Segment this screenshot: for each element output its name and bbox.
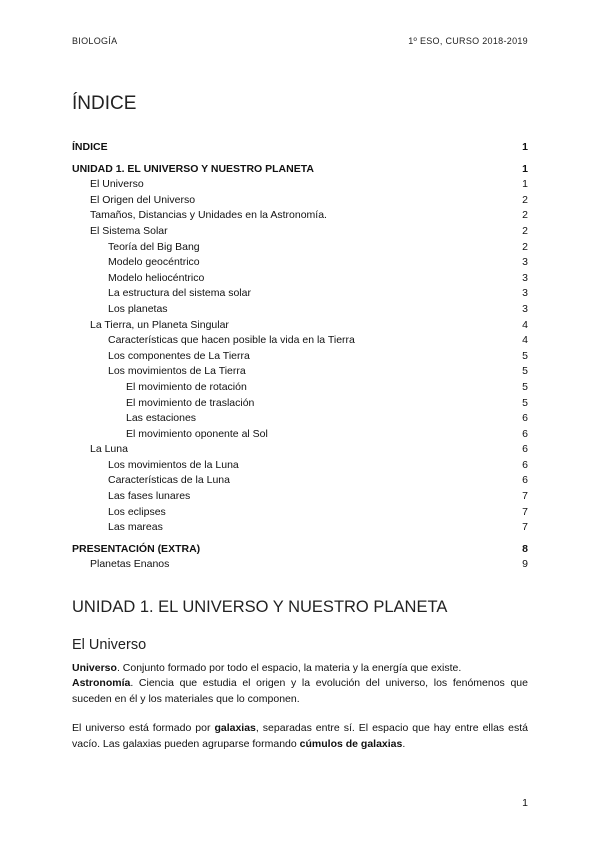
definition-universo xyxy=(72,661,528,677)
toc-entry[interactable] xyxy=(72,349,528,365)
toc-heading: ÍNDICE xyxy=(72,93,137,114)
toc-entry-label: Los movimientos de la Luna xyxy=(108,458,239,471)
toc-entry-label: El movimiento de traslación xyxy=(126,396,255,409)
toc-entry-label: El Universo xyxy=(90,178,144,191)
toc-entry-page: 5 xyxy=(522,365,528,378)
table-of-contents xyxy=(72,140,528,573)
section-heading: El Universo xyxy=(72,637,147,653)
header-course: 1º ESO, CURSO 2018-2019 xyxy=(408,36,528,46)
paragraph-text: El universo está formado por xyxy=(72,722,215,734)
toc-entry-page: 6 xyxy=(522,458,528,471)
toc-entry-label: El Sistema Solar xyxy=(90,224,168,237)
toc-entry[interactable] xyxy=(72,271,528,287)
toc-entry-page: 6 xyxy=(522,443,528,456)
paragraph-text: , separadas entre sí. El espacio que hay entre ellas está vacío. Las galaxias pueden agruparse formando xyxy=(72,722,528,750)
toc-entry-page: 1 xyxy=(522,141,528,153)
term-astronomia: Astronomía xyxy=(72,677,131,689)
toc-entry-page: 7 xyxy=(522,490,528,503)
toc-entry-label: Teoría del Big Bang xyxy=(108,240,200,253)
toc-entry[interactable] xyxy=(72,458,528,474)
toc-entry[interactable] xyxy=(72,542,528,558)
toc-entry-label: Tamaños, Distancias y Unidades en la Astronomía. xyxy=(90,209,327,222)
toc-entry-label: El movimiento de rotación xyxy=(126,380,247,393)
toc-entry-page: 5 xyxy=(522,380,528,393)
toc-entry-page: 2 xyxy=(522,209,528,222)
toc-entry[interactable] xyxy=(72,255,528,271)
toc-entry-label: El movimiento oponente al Sol xyxy=(126,427,268,440)
term-galaxias: galaxias xyxy=(214,722,256,734)
toc-entry[interactable] xyxy=(72,286,528,302)
toc-entry[interactable] xyxy=(72,411,528,427)
toc-entry[interactable] xyxy=(72,380,528,396)
toc-entry-label: La Luna xyxy=(90,443,128,456)
toc-entry[interactable] xyxy=(72,162,528,178)
toc-entry[interactable] xyxy=(72,224,528,240)
toc-entry-label: Características que hacen posible la vida en la Tierra xyxy=(108,334,355,347)
toc-entry-page: 2 xyxy=(522,240,528,253)
header-subject: BIOLOGÍA xyxy=(72,36,118,46)
toc-entry[interactable] xyxy=(72,140,528,156)
toc-entry-label: Modelo heliocéntrico xyxy=(108,271,205,284)
toc-entry-page: 8 xyxy=(522,542,528,555)
toc-entry[interactable] xyxy=(72,557,528,573)
toc-entry[interactable] xyxy=(72,240,528,256)
toc-entry[interactable] xyxy=(72,505,528,521)
toc-entry-page: 1 xyxy=(522,178,528,191)
toc-entry[interactable] xyxy=(72,177,528,193)
toc-entry-page: 3 xyxy=(522,302,528,315)
toc-entry-page: 4 xyxy=(522,334,528,347)
definition-astronomia xyxy=(72,676,528,707)
toc-entry[interactable] xyxy=(72,489,528,505)
toc-entry-label: Las mareas xyxy=(108,521,163,534)
toc-entry-label: El Origen del Universo xyxy=(90,193,196,206)
toc-entry[interactable] xyxy=(72,427,528,443)
toc-entry-label: Modelo geocéntrico xyxy=(108,256,200,269)
toc-entry[interactable] xyxy=(72,473,528,489)
toc-entry-page: 3 xyxy=(522,256,528,269)
toc-entry-page: 3 xyxy=(522,287,528,300)
toc-entry[interactable] xyxy=(72,333,528,349)
definition-text: . Conjunto formado por todo el espacio, la materia y la energía que existe. xyxy=(116,662,462,674)
toc-entry-page: 5 xyxy=(522,349,528,362)
paragraph-text: . xyxy=(402,737,406,750)
toc-entry-label: Las fases lunares xyxy=(108,490,191,503)
toc-entry-page: 6 xyxy=(522,427,528,440)
toc-entry-page: 4 xyxy=(522,318,528,331)
term-universo: Universo xyxy=(72,662,117,674)
toc-entry[interactable] xyxy=(72,302,528,318)
toc-entry-label: La Tierra, un Planeta Singular xyxy=(90,318,229,331)
unit-heading: UNIDAD 1. EL UNIVERSO Y NUESTRO PLANETA xyxy=(72,598,448,616)
page-number: 1 xyxy=(522,797,528,809)
term-cumulos: cúmulos de galaxias xyxy=(299,737,403,750)
toc-entry-label: Las estaciones xyxy=(126,412,197,425)
toc-entry-label: Los movimientos de La Tierra xyxy=(108,365,246,378)
toc-entry-label: PRESENTACIÓN (EXTRA) xyxy=(72,542,201,555)
toc-entry-label: UNIDAD 1. EL UNIVERSO Y NUESTRO PLANETA xyxy=(72,162,314,175)
toc-entry-page: 2 xyxy=(522,193,528,206)
toc-entry[interactable] xyxy=(72,396,528,412)
toc-entry-label: Características de la Luna xyxy=(108,474,230,487)
toc-entry[interactable] xyxy=(72,520,528,536)
toc-entry[interactable] xyxy=(72,193,528,209)
toc-entry-label: ÍNDICE xyxy=(72,141,108,153)
toc-entry-page: 2 xyxy=(522,224,528,237)
toc-entry-label: Planetas Enanos xyxy=(90,558,170,571)
toc-entry-label: La estructura del sistema solar xyxy=(108,287,251,300)
toc-entry-page: 3 xyxy=(522,271,528,284)
toc-entry-page: 5 xyxy=(522,396,528,409)
toc-entry[interactable] xyxy=(72,318,528,334)
paragraph-galaxias xyxy=(72,721,528,752)
toc-entry-page: 6 xyxy=(522,412,528,425)
toc-entry-page: 7 xyxy=(522,521,528,534)
toc-entry-label: Los componentes de La Tierra xyxy=(108,349,250,362)
toc-entry[interactable] xyxy=(72,364,528,380)
toc-entry-page: 6 xyxy=(522,474,528,487)
toc-entry-page: 1 xyxy=(522,162,528,175)
toc-entry[interactable] xyxy=(72,208,528,224)
toc-entry[interactable] xyxy=(72,442,528,458)
toc-entry-page: 7 xyxy=(522,505,528,518)
toc-entry-label: Los planetas xyxy=(108,302,168,315)
toc-entry-page: 9 xyxy=(522,558,528,571)
toc-entry-label: Los eclipses xyxy=(108,505,166,518)
definition-text: . Ciencia que estudia el origen y la evolución del universo, los fenómenos que suceden en él y los materiales que lo componen. xyxy=(72,677,528,705)
